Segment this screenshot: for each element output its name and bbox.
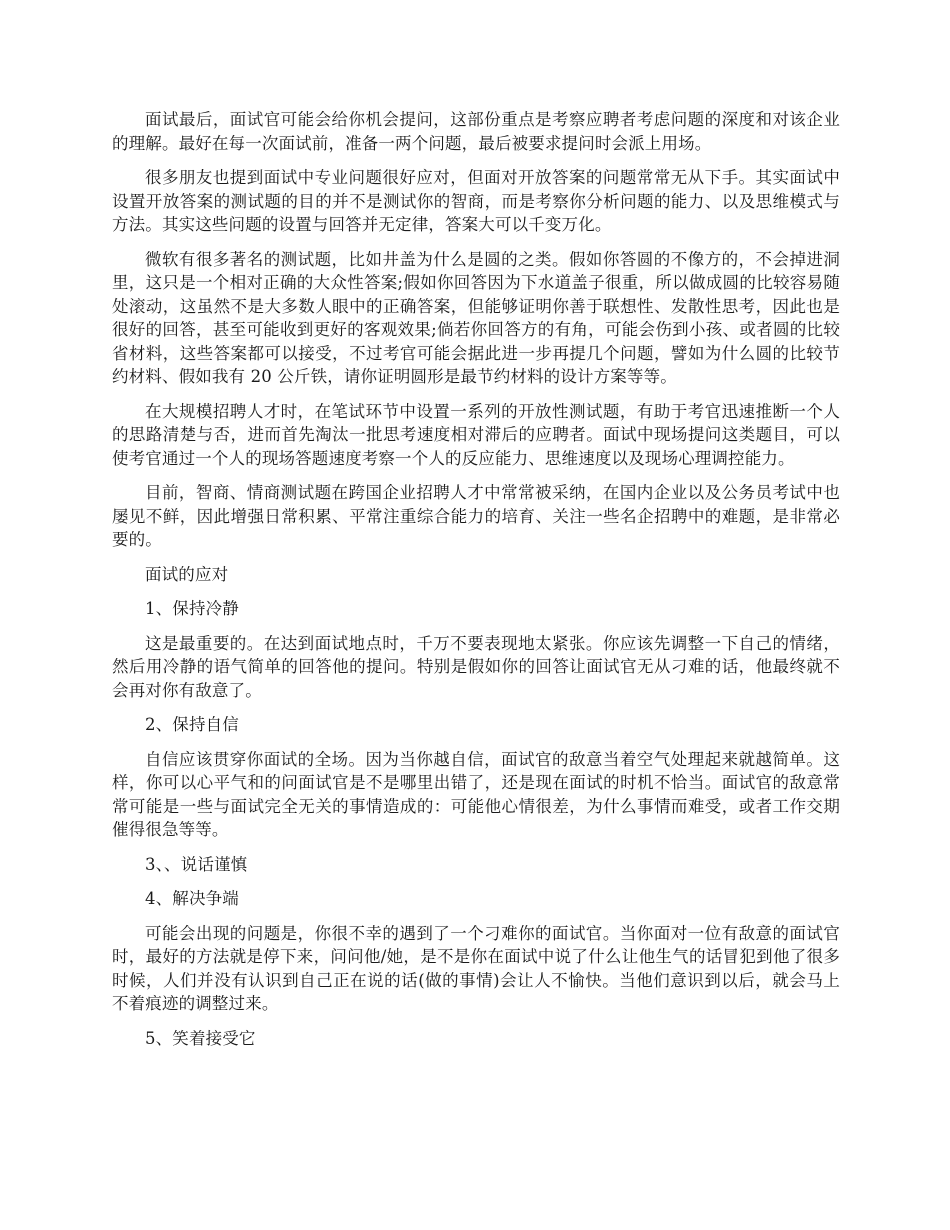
paragraph-open-questions: 很多朋友也提到面试中专业问题很好应对，但面对开放答案的问题常常无从下手。其实面试中设置开放答案的测试题的目的并不是测试你的智商，而是考察你分析问题的能力、以及思维模式与方法。其实这些问题的设置与回答并无定律，答案大可以千变万化。 xyxy=(112,168,840,234)
item-heading-stay-confident: 2、保持自信 xyxy=(145,715,239,734)
paragraph-interview-questions: 面试最后，面试官可能会给你机会提问，这部份重点是考察应聘者考虑问题的深度和对该企业的理解。最好在每一次面试前，准备一两个问题，最后被要求提问时会派上用场。 xyxy=(112,110,840,153)
paragraph-large-scale-hiring: 在大规模招聘人才时，在笔试环节中设置一系列的开放性测试题，有助于考官迅速推断一个人的思路清楚与否，进而首先淘汰一批思考速度相对滞后的应聘者。面试中现场提问这类题目，可以使考官通过一个人的现场答题速度考察一个人的反应能力、思维速度以及现场心理调控能力。 xyxy=(112,401,840,468)
paragraph-stay-calm: 这是最重要的。在达到面试地点时，千万不要表现地太紧张。你应该先调整一下自己的情绪，然后用冷静的语气简单的回答他的提问。特别是假如你的回答让面试官无从刁难的话，他最终就不会再对你有敌意了。 xyxy=(112,633,840,700)
item-heading-accept-with-smile: 5、笑着接受它 xyxy=(145,1028,256,1048)
paragraph-iq-eq-tests: 目前，智商、情商测试题在跨国企业招聘人才中常常被采纳，在国内企业以及公务员考试中也屡见不鲜，因此增强日常积累、平常注重综合能力的培育、关注一些名企招聘中的难题，是非常必要的。 xyxy=(112,483,840,549)
item-heading-stay-calm: 1、保持冷静 xyxy=(145,599,239,618)
paragraph-stay-confident: 自信应该贯穿你面试的全场。因为当你越自信，面试官的敌意当着空气处理起来就越简单。这样，你可以心平气和的问面试官是不是哪里出错了，还是现在面试的时机不恰当。面试官的敌意常常可能是一些与面试完全无关的事情造成的：可能他心情很差，为什么事情而难受，或者工作交期催得很急等等。 xyxy=(112,749,840,839)
paragraph-microsoft-tests: 微软有很多著名的测试题，比如井盖为什么是圆的之类。假如你答圆的不像方的，不会掉进洞里，这只是一个相对正确的大众性答案;假如你回答因为下水道盖子很重，所以做成圆的比较容易随处滚动，这虽然不是大多数人眼中的正确答案，但能够证明你善于联想性、发散性思考，因此也是很好的回答，甚至可能收到更好的客观效果;倘若你回答方的有角，可能会伤到小孩、或者圆的比较省材料，这些答案都可以接受，不过考官可能会据此进一步再提几个问题，譬如为什么圆的比较节约材料、假如我有 20 公斤铁，请你证明圆形是最节约材料的设计方案等等。 xyxy=(112,249,840,386)
item-heading-speak-carefully: 3、、说话谨慎 xyxy=(145,854,248,874)
document-body xyxy=(112,108,840,1061)
paragraph-resolve-disputes: 可能会出现的问题是，你很不幸的遇到了一个刁难你的面试官。当你面对一位有敌意的面试官时，最好的方法就是停下来，问问他/她，是不是你在面试中说了什么让他生气的话冒犯到他了很多时候，人们并没有认识到自己正在说的话(做的事情)会让人不愉快。当他们意识到以后，就会马上不着痕迹的调整过来。 xyxy=(112,923,840,1013)
section-heading-interview-response: 面试的应对 xyxy=(145,564,229,584)
item-heading-resolve-disputes: 4、解决争端 xyxy=(145,889,239,908)
